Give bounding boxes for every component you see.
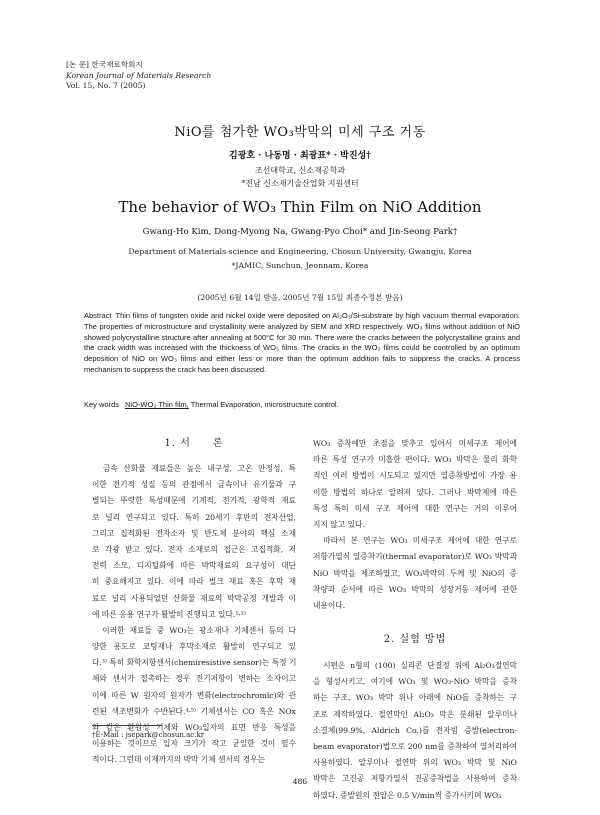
text-line: 적인 여러 방법이 시도되고 있지만 열증착방법이 가장 용: [313, 471, 517, 481]
footnote-email: †E-Mail : jscpark@chosun.ac.kr: [92, 731, 205, 739]
english-affiliation-2: *JAMIC, Sunchun, Jeonnam, Korea: [231, 261, 369, 270]
keyword-underlined: NiO-WO₃ Thin film,: [125, 400, 189, 409]
text-line: 금속 산화물 재료들은 높은 내구성, 고온 안정성, 특: [92, 464, 296, 473]
text-line: 양한 용도로 코팅재나 후막소재로 활발히 연구되고 있: [92, 642, 296, 652]
text-line: 조로 제작하였다. 절연막인 Al₂O₃ 막은 분쇄된 알루미나: [313, 709, 517, 719]
right-column-body-a: [313, 436, 517, 614]
text-line: WO₃ 증착예만 초점을 맞추고 있어서 미세구조 제어에: [313, 439, 517, 448]
section-1-heading: 1. 서 론: [164, 438, 224, 449]
text-line: 이용하는 것이므로 입자 크기가 작고 균일한 것이 필수: [92, 739, 296, 749]
text-line: beam evaporator)법으로 200 nm를 증착하여 열처리하여: [313, 741, 517, 751]
page-number: 486: [292, 777, 308, 786]
keywords-rest: Thermal Evaporation, microstructure control.: [188, 400, 339, 409]
text-line: 박막은 고진공 저항가열식 진공증착법을 사용하여 증착: [313, 774, 517, 784]
text-line: 내용이다.: [313, 600, 346, 610]
text-line: 하였다. 증발원의 전압은 0.5 V/min씩 증가시키며 WO₃: [313, 790, 502, 800]
left-column-body: [92, 461, 296, 769]
footnote-rule: [92, 725, 162, 726]
journal-volume: Vol. 15, No. 7 (2005): [66, 81, 146, 90]
text-line: 시편은 n형의 (100) 실리콘 단결정 위에 Al₂O₃절연막: [313, 661, 517, 670]
korean-affiliation-2: *전남 신소재기술산업화 지원센터: [241, 179, 359, 188]
text-line: 로 각광 받고 있다. 전자 소재로의 접근은 고집적화, 저: [92, 544, 296, 554]
text-line: 을 형성시키고, 여기에 WO₃ 및 WO₃-NiO 박막을 증착: [313, 677, 517, 687]
text-line: 다.³⁾ 특히 화학저항센서(chemiresistive sensor)는 특정 기: [92, 658, 296, 668]
journal-type-label: [논 문] 한국재료학회지: [66, 60, 143, 69]
received-dates: (2005년 6월 14일 받음, 2005년 7월 15일 최종수정본 받음): [197, 293, 403, 302]
text-line: 이러한 재료들 중 WO₃는 광소재나 기체센서 등의 다: [92, 625, 296, 635]
text-line: 이에 따른 W 원자의 원자가 변화(electrochromic)와 관: [92, 690, 296, 700]
korean-authors: 김광호 · 나동명 · 최광표* · 박진성†: [229, 151, 371, 161]
text-line: 히 중요해지고 있다. 이에 따라 벌크 재료 혹은 후막 재: [92, 577, 296, 587]
text-line: 저항가열식 열증착기(thermal evaporator)로 WO₃ 박막과: [313, 552, 517, 562]
text-line: 이한 전기적 성질 등의 관점에서 금속이나 유기물과 구: [92, 480, 296, 490]
text-line: 지지 않고 있다.: [313, 519, 365, 529]
korean-affiliation-1: 조선대학교, 신소재공학과: [254, 166, 346, 175]
abstract-label: Abstract: [84, 311, 112, 320]
text-line: 따른 특성 연구가 미흡한 편이다. WO₃ 박막은 물리 화학: [313, 455, 517, 465]
text-line: 착량과 순서에 따른 WO₃ 박막의 성장거동 제어에 관한: [313, 584, 517, 594]
section-2-heading: 2. 실험 방법: [383, 634, 447, 645]
keywords-label: Key words: [84, 400, 120, 409]
text-line: 와 같은 환원성 기체와 WO₃입자의 표면 반응 특성을: [92, 723, 296, 732]
text-line: 적이다. 그런데 이제까지의 박막 기체 센서의 경우는: [92, 755, 266, 765]
text-line: NiO 박막을 제조하였고, WO₃박막의 두께 및 NiO의 증: [313, 568, 517, 578]
abstract: [84, 311, 520, 376]
english-title: The behavior of WO₃ Thin Film on NiO Addition: [118, 198, 482, 216]
text-line: 료로 널리 사용되었던 산화물 재료의 박막공정 개발과 이: [92, 593, 296, 603]
english-affiliation-1: Department of Materials science and Engineering, Chosun University, Gwangju, Korea: [128, 247, 472, 256]
text-line: 로 널리 연구되고 있다. 특히 20세기 후반의 전자산업,: [92, 512, 296, 522]
text-line: 이한 방법의 하나로 알려져 있다. 그러나 박막제에 따른: [313, 487, 517, 497]
text-line: 그리고 집적화된 전자소자 및 반도체 분야의 핵심 소재: [92, 528, 296, 538]
text-line: 에 따른 응용 연구가 활발히 진행되고 있다.¹·²⁾: [92, 609, 246, 619]
text-line: 하는 구조, WO₃ 박막 위나 아래에 NiO를 증착하는 구: [313, 693, 517, 703]
abstract-text: Thin films of tungsten oxide and nickel oxide were deposited on Al₂O₃/Si-substrate by high vacuum thermal evaporation. The properties of microstructure and crystallinity were analyzed by SEM and XRD respectively. WO₃ films without addition of NiO showed polycrystalline structure after annealing at 500°C for 30 min. There were the cracks between the polycrystalline grains and the crack width was increased with the thickness of WO₃ films. The cracks in the WO₃ films could be controlled by an optimum deposition of NiO on WO₃ films and either less or more than the optimum addition fails to suppress the cracks. A process mechanism to suppress the crack has been discussed.: [84, 311, 520, 374]
text-line: 사용하였다. 알루미나 절연막 위의 WO₃ 박막 및 NiO: [313, 758, 517, 768]
korean-title: NiO를 첨가한 WO₃박막의 미세 구조 거동: [174, 125, 426, 140]
text-line: 련된 색조변화가 수반된다.⁴·⁵⁾ 기체센서는 CO 혹은 NOx: [92, 706, 296, 716]
english-authors: Gwang-Ho Kim, Dong-Myong Na, Gwang-Pyo Choi* and Jin-Seong Park†: [142, 227, 458, 237]
text-line: 따라서 본 연구는 WO₃ 미세구조 제어에 대한 연구로: [313, 536, 517, 546]
text-line: 전력 소모, 디지털화에 따른 박막재료의 요구성이 대단: [92, 561, 296, 571]
journal-name: Korean Journal of Materials Research: [66, 70, 212, 80]
text-line: 체와 센서가 접촉하는 경우 전기저항이 변하는 소자이고: [92, 674, 296, 684]
keywords: [84, 400, 339, 409]
text-line: 별되는 뚜렷한 특성때문에 기계적, 전기적, 광학적 재료: [92, 496, 296, 506]
text-line: 소결체(99.9%, Aldrich Co.)를 전자빔 증발(electron-: [313, 725, 517, 735]
journal-header: [66, 60, 211, 92]
text-line: 특성 특히 미세 구조 제어에 대한 연구는 거의 이루어: [313, 503, 517, 513]
